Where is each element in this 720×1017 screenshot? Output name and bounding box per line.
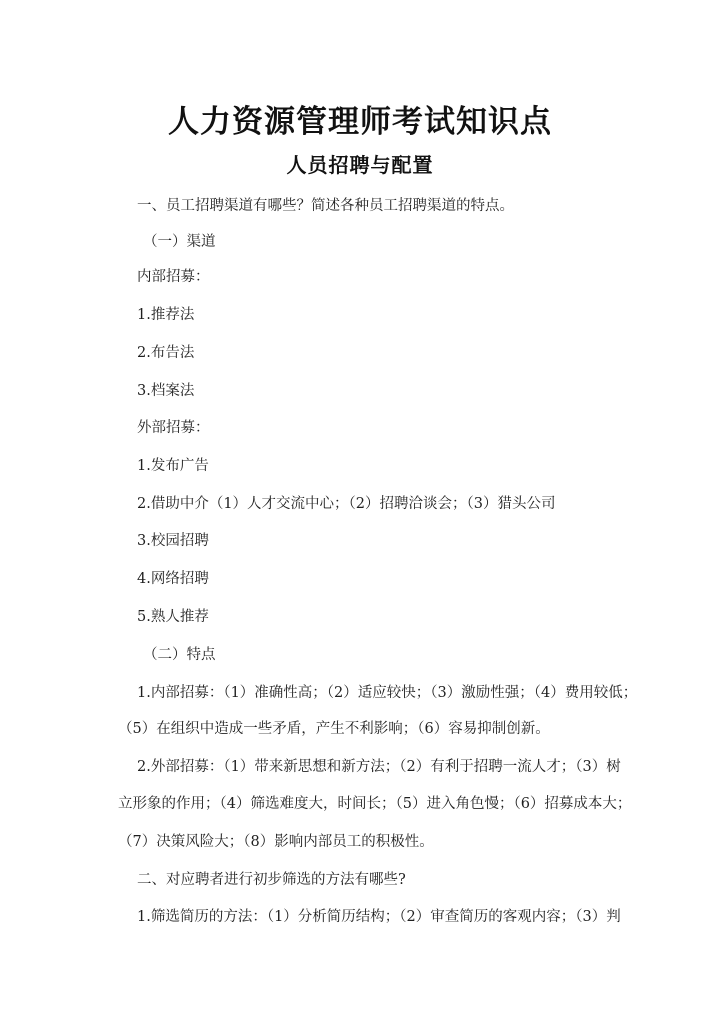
- paragraph-line: 1.内部招募：（1）准确性高；（2）适应较快；（3）激励性强；（4）费用较低；: [137, 685, 638, 701]
- list-item: 2.布告法: [137, 345, 195, 361]
- list-item: 3.校园招聘: [137, 533, 209, 549]
- document-title: 人力资源管理师考试知识点: [168, 104, 552, 140]
- paragraph-line: （5）在组织中造成一些矛盾，产生不利影响；（6）容易抑制创新。: [118, 721, 550, 737]
- paragraph-line: （7）决策风险大；（8）影响内部员工的积极性。: [118, 834, 434, 850]
- paragraph-line: 1.筛选简历的方法：（1）分析简历结构；（2）审查简历的客观内容；（3）判: [137, 909, 621, 925]
- list-item: 2.借助中介（1）人才交流中心；（2）招聘洽谈会；（3）猎头公司: [137, 496, 556, 512]
- external-recruitment-label: 外部招募：: [137, 420, 210, 436]
- question-2-heading: 二、对应聘者进行初步筛选的方法有哪些?: [137, 872, 406, 888]
- question-1-heading: 一、员工招聘渠道有哪些？简述各种员工招聘渠道的特点。: [137, 198, 514, 214]
- subsection-characteristics: （二）特点: [143, 647, 216, 663]
- list-item: 1.推荐法: [137, 307, 195, 323]
- section-subtitle: 人员招聘与配置: [286, 153, 434, 177]
- paragraph-line: 立形象的作用；（4）筛选难度大，时间长；（5）进入角色慢；（6）招募成本大；: [118, 796, 632, 812]
- list-item: 1.发布广告: [137, 458, 209, 474]
- list-item: 4.网络招聘: [137, 571, 209, 587]
- paragraph-line: 2.外部招募：（1）带来新思想和新方法；（2）有利于招聘一流人才；（3）树: [137, 759, 621, 775]
- internal-recruitment-label: 内部招募：: [137, 269, 210, 285]
- list-item: 3.档案法: [137, 383, 195, 399]
- list-item: 5.熟人推荐: [137, 609, 209, 625]
- subsection-channels: （一）渠道: [143, 234, 216, 250]
